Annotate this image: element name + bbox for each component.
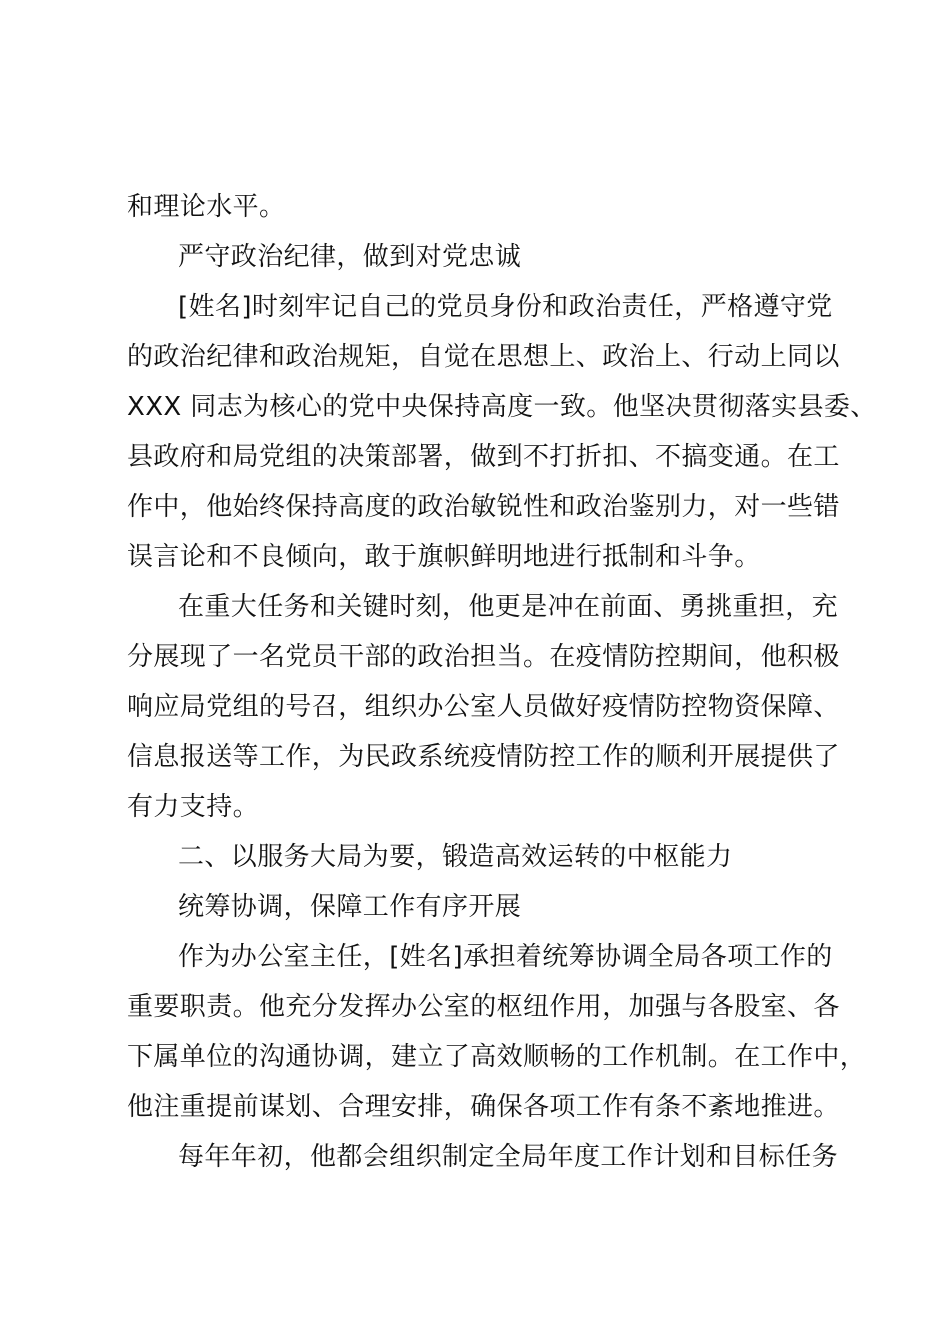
paragraph-line: 重要职责。他充分发挥办公室的枢纽作用，加强与各股室、各 xyxy=(127,992,840,1022)
paragraph-line: 县政府和局党组的决策部署，做到不打折扣、不搞变通。在工 xyxy=(127,442,840,472)
section-heading: 二、以服务大局为要，锻造高效运转的中枢能力 xyxy=(178,842,733,872)
text-line: 和理论水平。 xyxy=(127,192,286,222)
paragraph-line: 分展现了一名党员干部的政治担当。在疫情防控期间，他积极 xyxy=(127,642,840,672)
paragraph-line: 信息报送等工作，为民政系统疫情防控工作的顺利开展提供了 xyxy=(127,742,840,772)
section-subheading: 统筹协调，保障工作有序开展 xyxy=(178,892,522,922)
paragraph-line: 在重大任务和关键时刻，他更是冲在前面、勇挑重担，充 xyxy=(178,592,839,622)
paragraph-line: 误言论和不良倾向，敢于旗帜鲜明地进行抵制和斗争。 xyxy=(127,542,761,572)
paragraph-line: 他注重提前谋划、合理安排，确保各项工作有条不紊地推进。 xyxy=(127,1092,840,1122)
paragraph-line: 的政治纪律和政治规矩，自觉在思想上、政治上、行动上同以 xyxy=(127,342,840,372)
paragraph-line: 有力支持。 xyxy=(127,792,260,822)
paragraph-line: 响应局党组的号召，组织办公室人员做好疫情防控物资保障、 xyxy=(127,692,840,722)
paragraph-line: 作中，他始终保持高度的政治敏锐性和政治鉴别力，对一些错 xyxy=(127,492,840,522)
paragraph-line: 下属单位的沟通协调，建立了高效顺畅的工作机制。在工作中， xyxy=(127,1042,867,1072)
paragraph-line: 每年年初，他都会组织制定全局年度工作计划和目标任务 xyxy=(178,1142,839,1172)
paragraph-line: [姓名]时刻牢记自己的党员身份和政治责任，严格遵守党 xyxy=(178,292,833,322)
section-subheading: 严守政治纪律，做到对党忠诚 xyxy=(178,242,522,272)
paragraph-line: XXX 同志为核心的党中央保持高度一致。他坚决贯彻落实县委、 xyxy=(127,392,877,422)
paragraph-line: 作为办公室主任，[姓名]承担着统筹协调全局各项工作的 xyxy=(178,942,833,972)
